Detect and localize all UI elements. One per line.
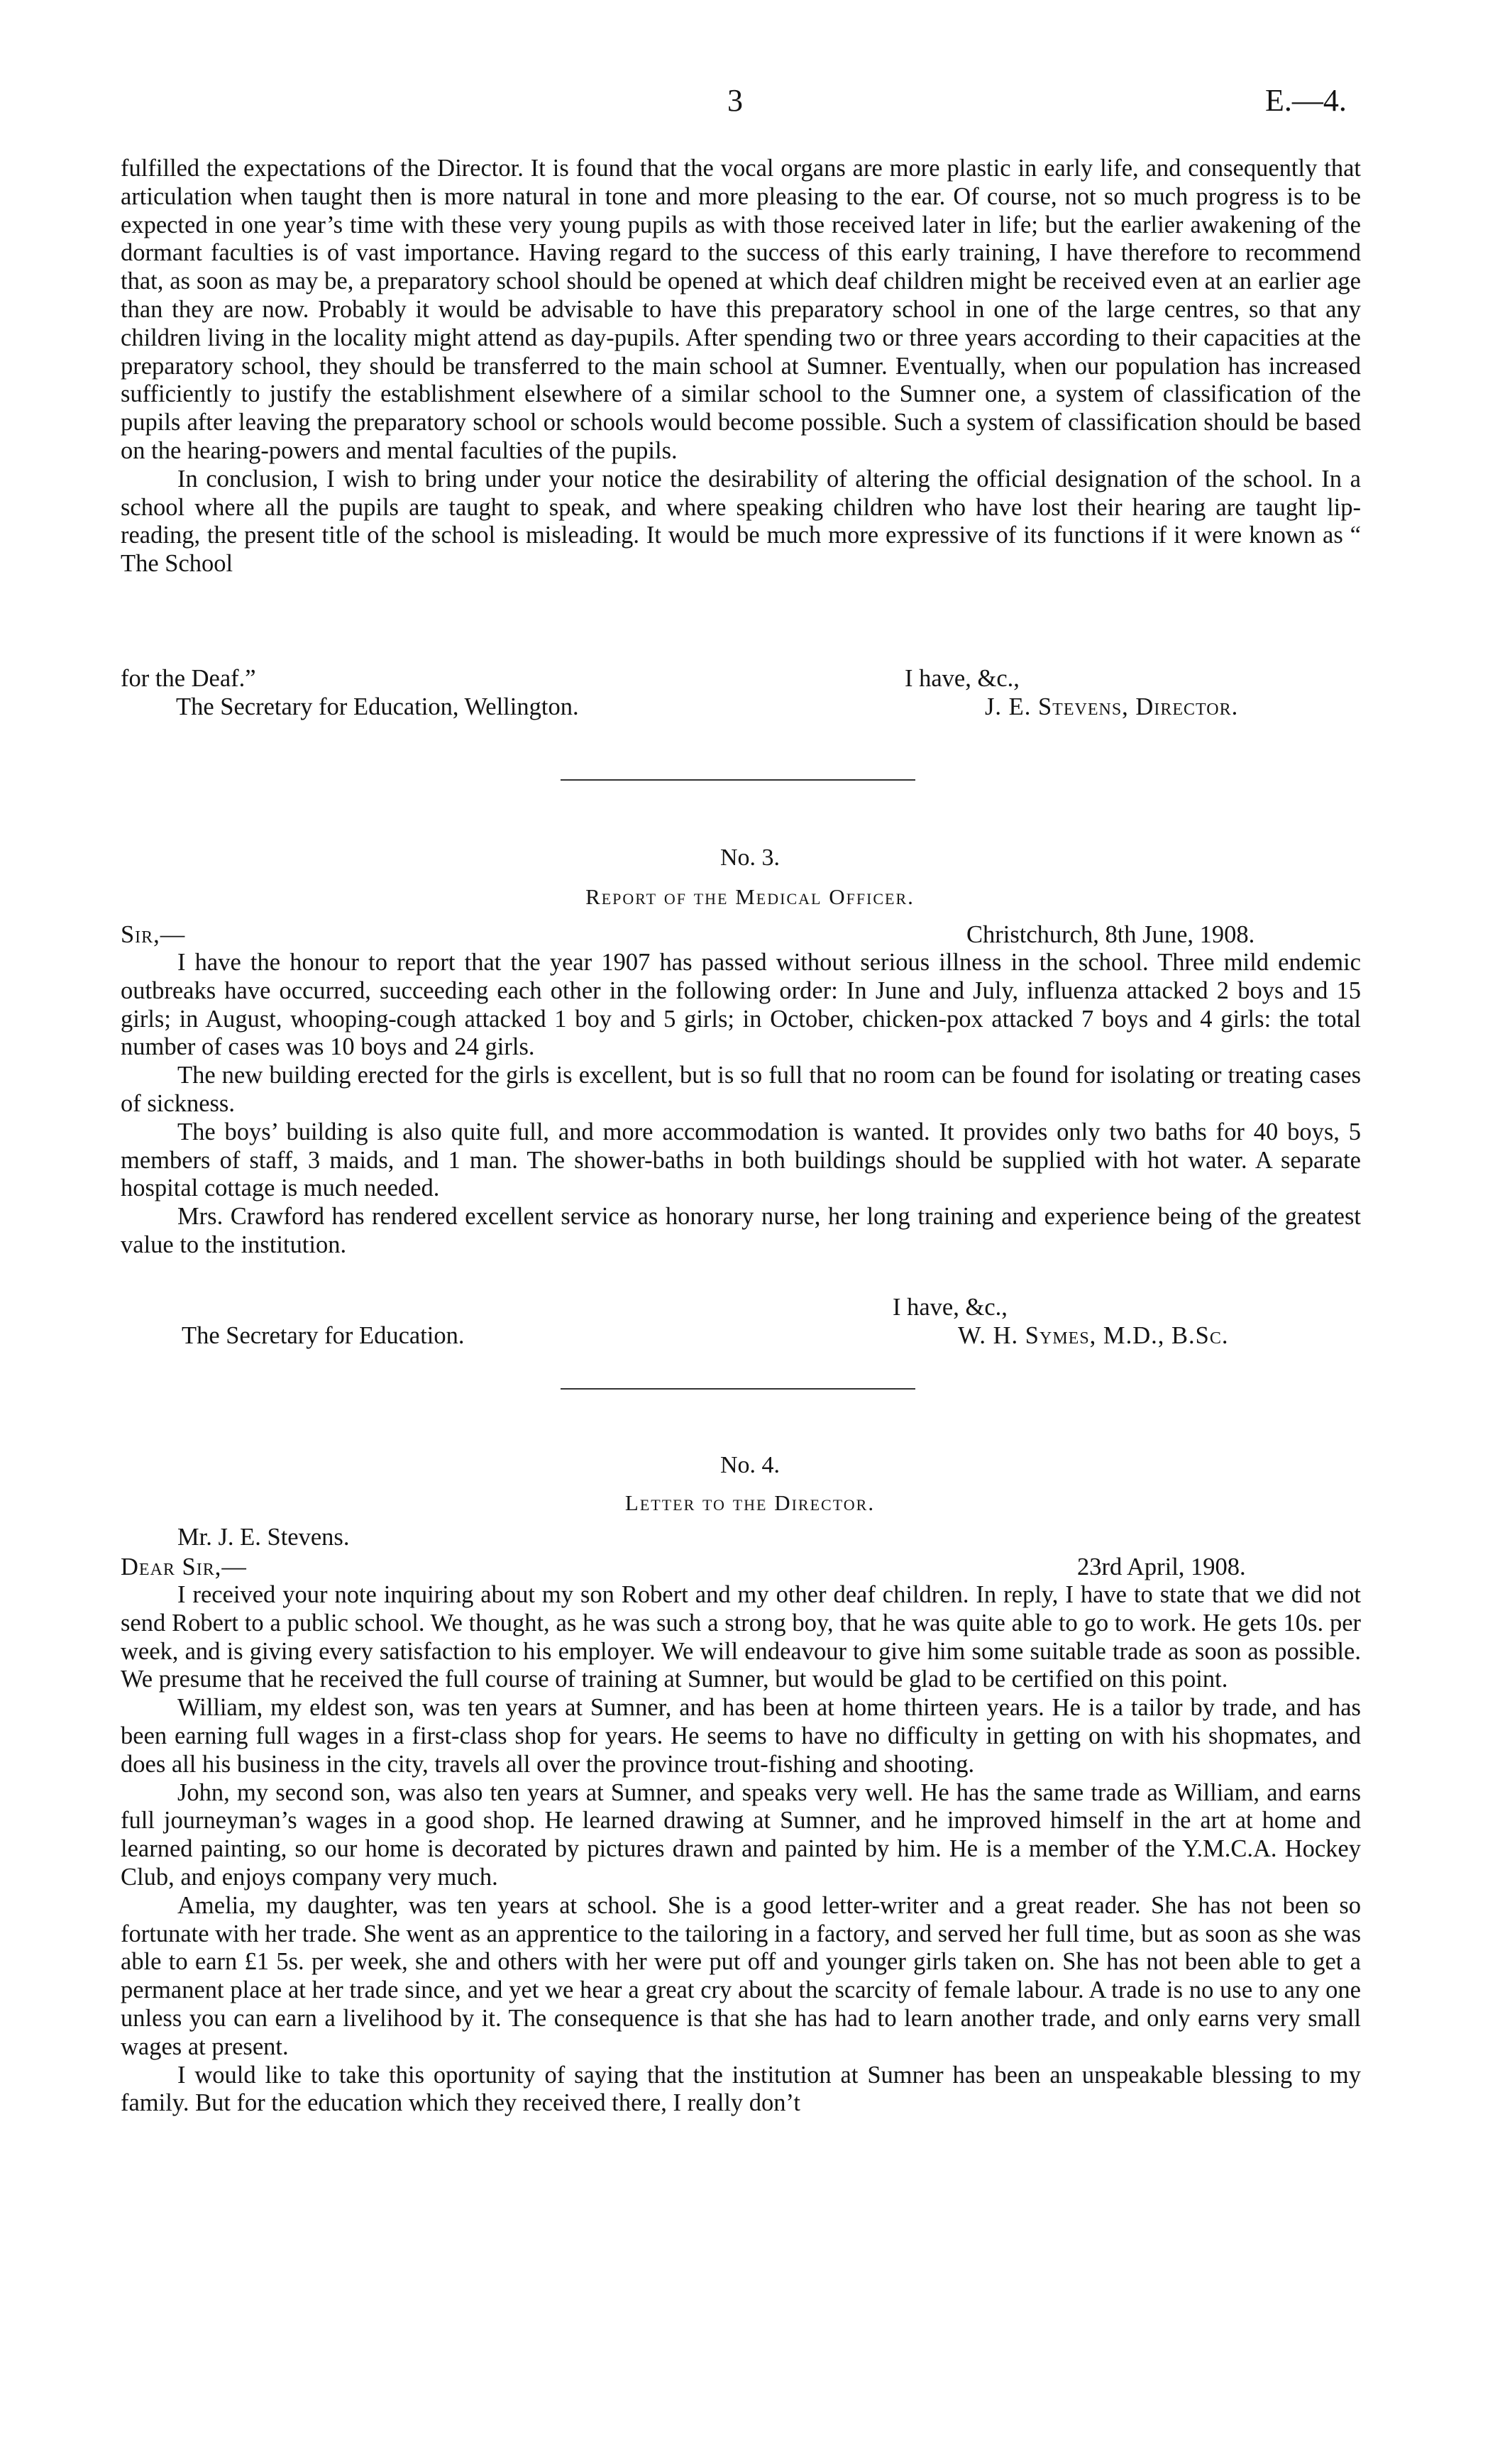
director-report-body — [121, 155, 1361, 578]
letter-date: 23rd April, 1908. — [1077, 1553, 1246, 1580]
paragraph: William, my eldest son, was ten years at Sumner, and has been at home thirteen years. He is a tailor by trade, and has been earning full wages in a first-class shop for years. He seems to have no difficulty in getting on with his shopmates, and does all his business in the city, travels all over the province trout-fishing and shooting. — [121, 1694, 1361, 1778]
closing: I have, &c., — [905, 665, 1020, 692]
paragraph: I would like to take this oportunity of saying that the institution at Sumner has been an unspeakable blessing to my family. But for the education which they received there, I really don’t — [121, 2061, 1361, 2117]
closing: I have, &c., — [893, 1294, 1008, 1321]
section-number: No. 3. — [719, 845, 781, 871]
paragraph-end: for the Deaf.” — [121, 665, 256, 692]
place-date: Christchurch, 8th June, 1908. — [966, 921, 1255, 948]
section-title: Report of the Medical Officer. — [585, 884, 915, 909]
page-number: 3 — [727, 83, 743, 118]
signature: W. H. Symes, M.D., B.Sc. — [958, 1322, 1229, 1349]
paragraph: fulfilled the expectations of the Director. It is found that the vocal organs are more plastic in early life, and consequently that articulation when taught then is more natural in tone and more pleasing to the ear. Of course, not so much progress is to be expected in one year’s time with these very young pupils as with those received later in life; but the earlier awakening of the dormant faculties is of vast importance. Having regard to the success of this early training, I have therefore to recommend that, as soon as may be, a preparatory school should be opened at which deaf children might be received even at an earlier age than they are now. Probably it would be advisable to have this preparatory school in one of the large centres, so that any children living in the locality might attend as day-pupils. After spending two or three years according to their capacities at the preparatory school, they should be transferred to the main school at Sumner. Eventually, when our population has increased sufficiently to justify the establishment elsewhere of a similar school to the Sumner one, a system of classification of the pupils after leaving the preparatory school or schools would become possible. Such a system of classification should be based on the hearing-powers and mental faculties of the pupils. — [121, 155, 1361, 464]
medical-report-body — [121, 949, 1361, 1260]
paragraph: In conclusion, I wish to bring under your notice the desirability of altering the official designation of the school. In a school where all the pupils are taught to speak, and where speaking children who have lost their hearing are taught lip-reading, the present title of the school is misleading. It would be much more expressive of its functions if it were known as “ The School — [121, 465, 1361, 578]
section-divider — [561, 1388, 915, 1390]
salutation: Sir,— — [121, 921, 186, 948]
paragraph: The new building erected for the girls is excellent, but is so full that no room can be found for isolating or treating cases of sickness. — [121, 1062, 1361, 1117]
letter-body — [121, 1581, 1361, 2118]
recipient: Mr. J. E. Stevens. — [177, 1524, 350, 1551]
section-divider — [561, 779, 915, 781]
section-title: Letter to the Director. — [624, 1490, 876, 1515]
paragraph: The boys’ building is also quite full, and more accommodation is wanted. It provides only two baths for 40 boys, 5 members of staff, 3 maids, and 1 man. The shower-baths in both buildings should be supplied with hot water. A separate hospital cottage is much needed. — [121, 1118, 1361, 1202]
signature: J. E. Stevens, Director. — [985, 693, 1239, 720]
paragraph: Amelia, my daughter, was ten years at school. She is a good letter-writer and a great reader. She has not been so fortunate with her trade. She went as an apprentice to the tailoring in a factory, and served her full time, but as soon as she was able to earn £1 5s. per week, she and others with her were put off and younger girls taken on. She has not been able to get a permanent place at her trade since, and yet we hear a great cry about the scarcity of female labour. A trade is no use to any one unless you can earn a livelihood by it. The consequence is that she has had to learn another trade, and only earns very small wages at present. — [121, 1891, 1361, 2060]
page-header — [0, 82, 1500, 125]
addressee: The Secretary for Education, Wellington. — [176, 693, 579, 720]
paragraph: I received your note inquiring about my son Robert and my other deaf children. In reply, I have to state that we did not send Robert to a public school. We thought, as he was such a strong boy, that he was quite able to go to work. He gets 10s. per week, and is giving every satisfaction to his employer. We will endeavour to give him some suitable trade as soon as possible. We presume that he received the full course of training at Sumner, but would be glad to be certified on this point. — [121, 1581, 1361, 1693]
document-code: E.—4. — [1265, 83, 1347, 118]
paragraph: I have the honour to report that the year 1907 has passed without serious illness in the school. Three mild endemic outbreaks have occurred, succeeding each other in the following order: In June and July, influenza attacked 2 boys and 15 girls; in August, whooping-cough attacked 1 boy and 5 girls; in October, chicken-pox attacked 7 boys and 4 girls: the total number of cases was 10 boys and 24 girls. — [121, 949, 1361, 1061]
salutation: Dear Sir,— — [121, 1553, 247, 1580]
addressee: The Secretary for Education. — [182, 1322, 465, 1349]
paragraph: John, my second son, was also ten years at Sumner, and speaks very well. He has the same trade as William, and earns full journeyman’s wages in a good shop. He learned drawing at Sumner, and he improved himself in the art at home and learned painting, so our home is decorated by pictures drawn and painted by him. He is a member of the Y.M.C.A. Hockey Club, and enjoys company very much. — [121, 1778, 1361, 1891]
section-number: No. 4. — [719, 1452, 781, 1478]
paragraph: Mrs. Crawford has rendered excellent service as honorary nurse, her long training and experience being of the greatest value to the institution. — [121, 1203, 1361, 1258]
